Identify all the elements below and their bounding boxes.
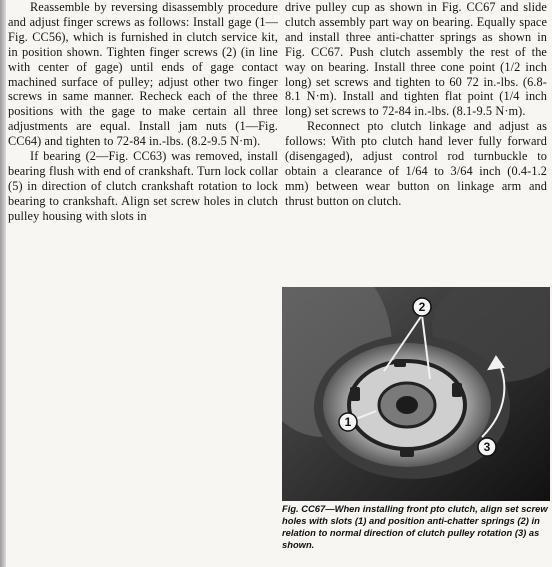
left-paragraph-2: If bearing (2—Fig. CC63) was removed, install bearing flush with end of crankshaft. Turn lock collar (5) in direction of clutch crankshaft rotation to lock bearing to crankshaft. Align set screw holes in clutch pulley housing with slots in [8, 149, 278, 223]
left-paragraph-1: Reassemble by reversing disassembly procedure and adjust finger screws as follows: Install gage (1—Fig. CC56), which is furnished in clutch service kit, in position shown. Tighten finger screws (2) (in line with center of gage) until ends of gage contact machined surface of pulley; adjust other two finger screws in same manner. Recheck each of the three positions with the gage to make certain all three adjustments are equal. Install jam nuts (1—Fig. CC64) and tighten to 72-84 in.-lbs. (8.2-9.5 N·m). [8, 0, 278, 149]
right-paragraph-2: Reconnect pto clutch linkage and adjust as follows: With pto clutch hand lever fully forward (disengaged), adjust control rod turnbuckle to obtain a clearance of 1/64 to 3/64 inch (0.4-1.2 mm) between wear button on linkage arm and thrust button on clutch. [285, 119, 547, 208]
callout-2-label: 2 [418, 300, 426, 314]
figure-caption: Fig. CC67—When installing front pto clutch, align set screw holes with slots (1) and position anti-chatter springs (2) in relation to normal direction of clutch pulley rotation (3) as shown. [282, 503, 548, 550]
callout-3-label: 3 [483, 440, 491, 454]
left-text-column [8, 0, 278, 224]
clutch-photo [282, 287, 550, 501]
right-text-column [285, 0, 547, 209]
callout-1-label: 1 [344, 415, 352, 429]
right-paragraph-1: drive pulley cup as shown in Fig. CC67 and slide clutch assembly part way on bearing. Equally space and install three anti-chatter springs as shown in Fig. CC67. Push clutch assembly the rest of the way on bearing. Install three cone point (1/2 inch long) set screws and tighten to 60 72 in.-lbs. (6.8-8.1 N·m). Install and tighten flat point (1/4 inch long) set screws to 72-84 in.-lbs. (8.1-9.5 N·m). [285, 0, 547, 119]
clutch-photo-illustration [282, 287, 550, 501]
page-scan-edge [0, 0, 6, 567]
